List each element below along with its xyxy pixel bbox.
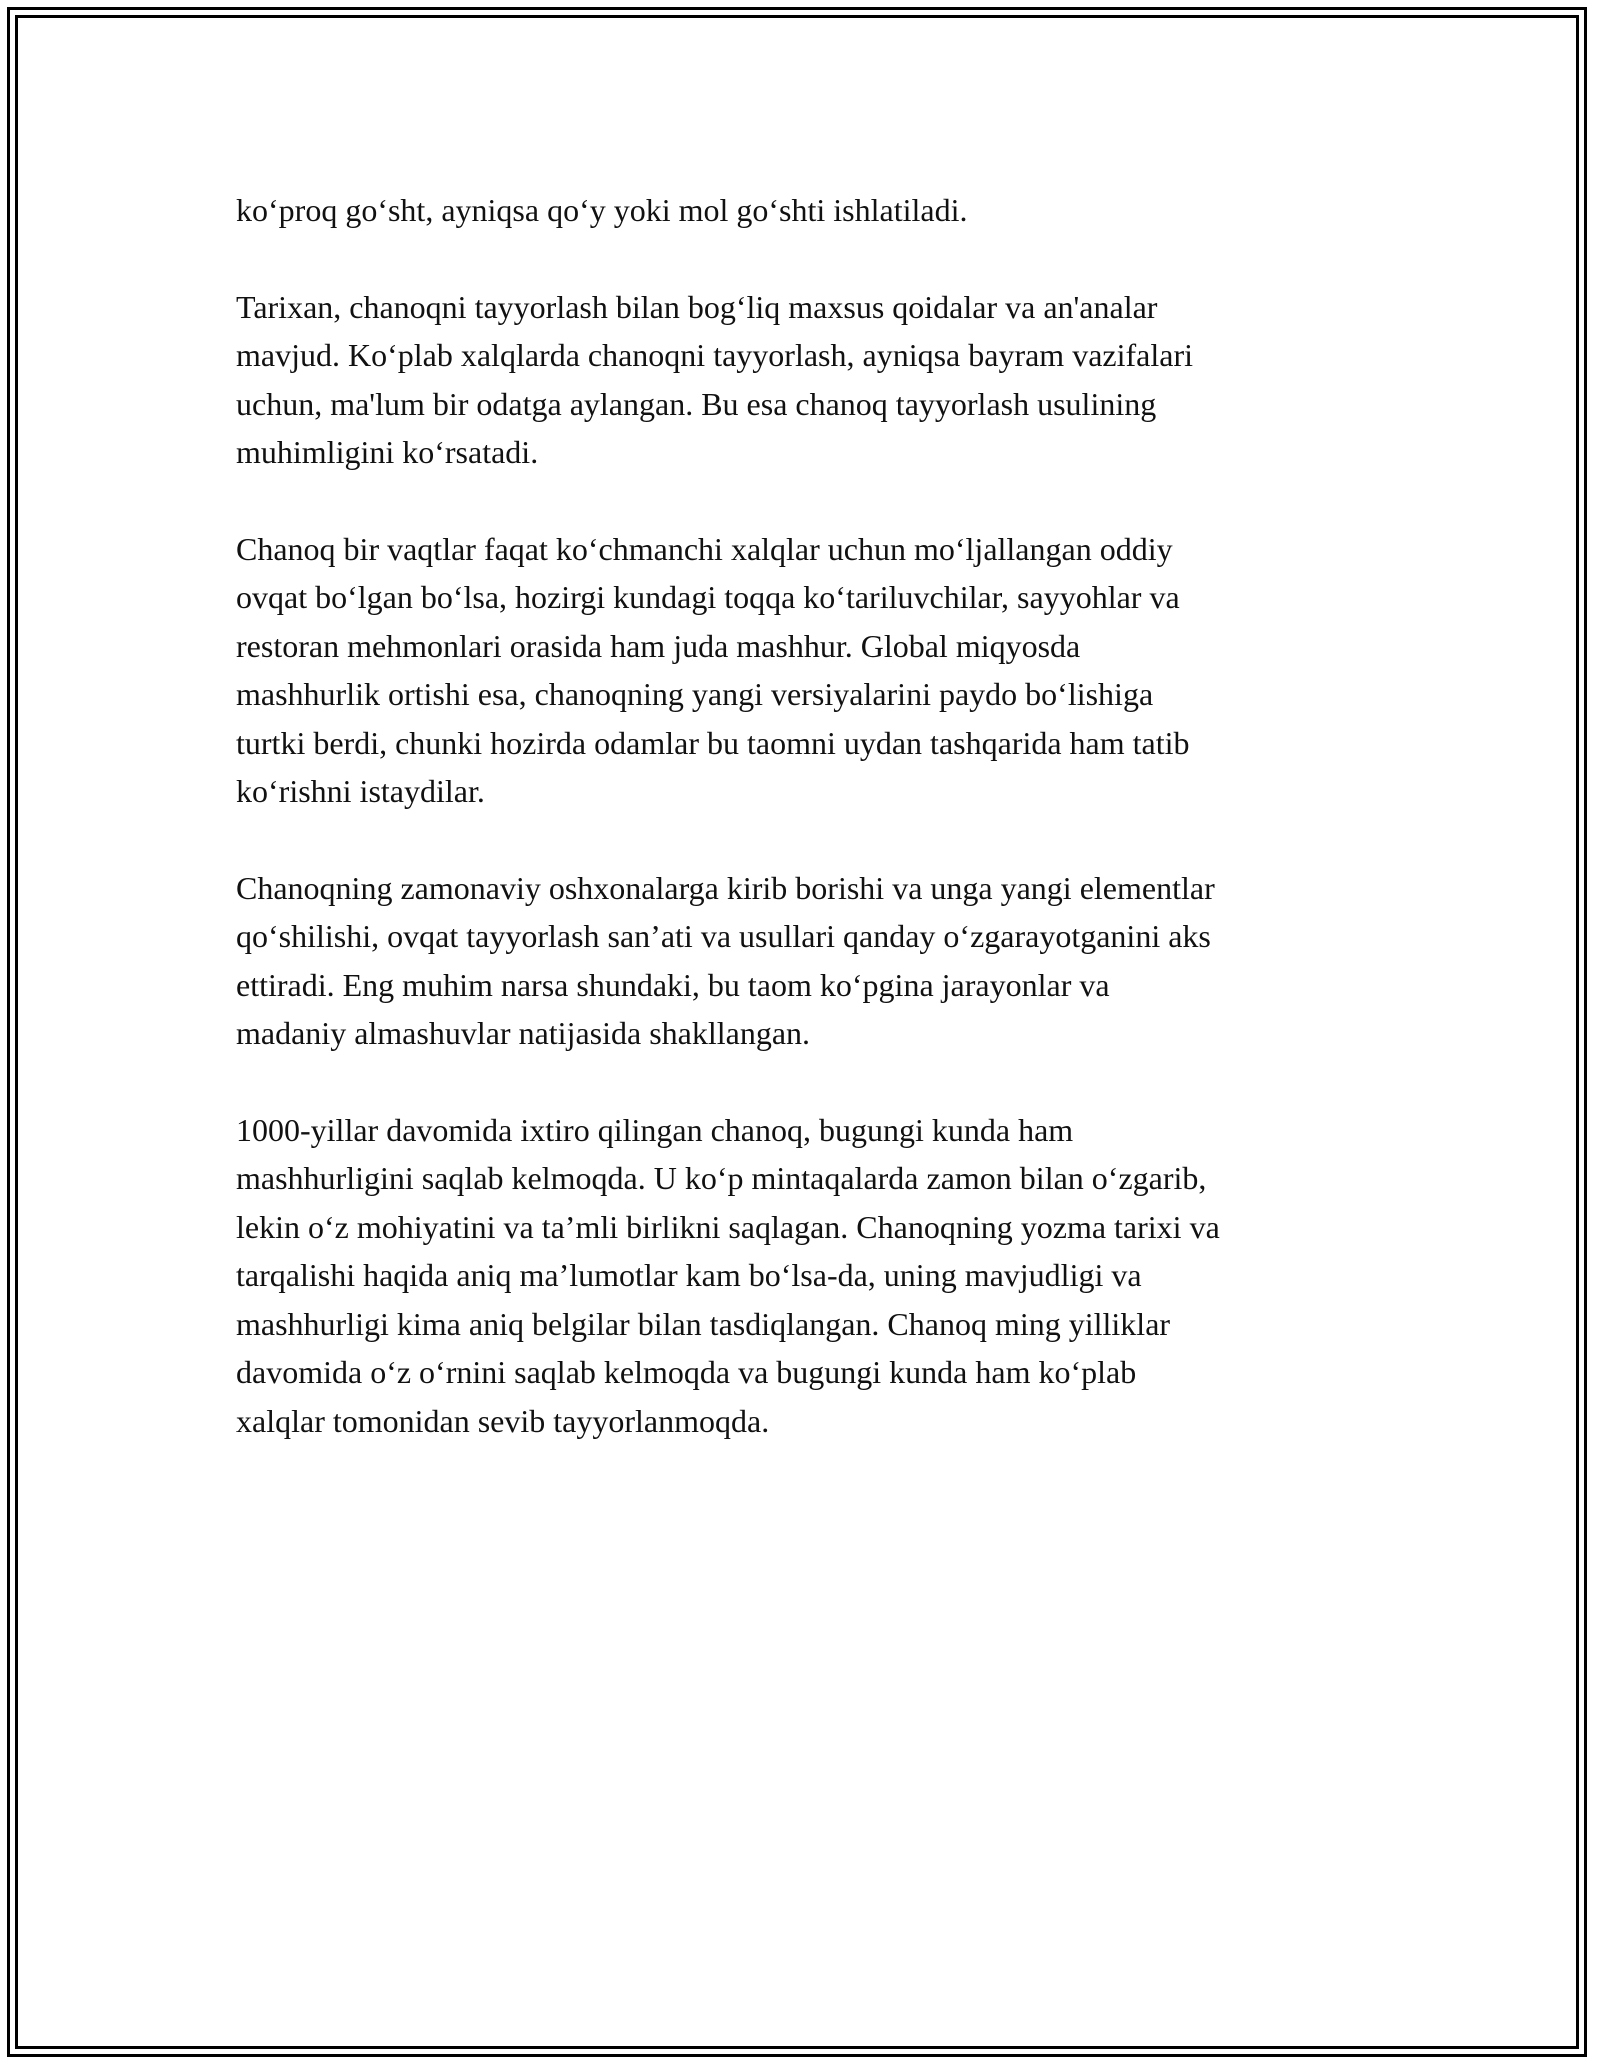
text-line: uchun, ma'lum bir odatga aylangan. Bu esa chanoq tayyorlash usulining bbox=[236, 385, 1157, 422]
paragraph-2 bbox=[236, 283, 1376, 477]
paragraph-4 bbox=[236, 864, 1376, 1058]
text-line: ettiradi. Eng muhim narsa shundaki, bu taom ko‘pgina jarayonlar va bbox=[236, 966, 1110, 1003]
text-line: xalqlar tomonidan sevib tayyorlanmoqda. bbox=[236, 1402, 770, 1439]
text-line: Chanoq bir vaqtlar faqat ko‘chmanchi xalqlar uchun mo‘ljallangan oddiy bbox=[236, 530, 1173, 567]
text-line: ko‘rishni istaydilar. bbox=[236, 773, 485, 809]
text-line: muhimligini ko‘rsatadi. bbox=[236, 434, 539, 470]
text-line: 1000-yillar davomida ixtiro qilingan chanoq, bugungi kunda ham bbox=[236, 1111, 1074, 1148]
text-line: mavjud. Ko‘plab xalqlarda chanoqni tayyorlash, ayniqsa bayram vazifalari bbox=[236, 337, 1193, 373]
text-line: davomida o‘z o‘rnini saqlab kelmoqda va bugungi kunda ham ko‘plab bbox=[236, 1354, 1137, 1390]
document-body bbox=[236, 186, 1376, 1493]
text-line: restoran mehmonlari orasida ham juda mashhur. Global miqyosda bbox=[236, 627, 1081, 664]
text-line: madaniy almashuvlar natijasida shakllangan. bbox=[236, 1015, 811, 1051]
text-line: turtki berdi, chunki hozirda odamlar bu taomni uydan tashqarida ham tatib bbox=[236, 724, 1190, 761]
text-line: Chanoqning zamonaviy oshxonalarga kirib borishi va unga yangi elementlar bbox=[236, 869, 1215, 906]
paragraph-1 bbox=[236, 186, 1376, 235]
text-line: ovqat bo‘lgan bo‘lsa, hozirgi kundagi toqqa ko‘tariluvchilar, sayyohlar va bbox=[236, 579, 1180, 615]
text-line: tarqalishi haqida aniq ma’lumotlar kam bo‘lsa-da, uning mavjudligi va bbox=[236, 1257, 1142, 1293]
text-line: qo‘shilishi, ovqat tayyorlash san’ati va usullari qanday o‘zgarayotganini aks bbox=[236, 918, 1211, 954]
text-line: lekin o‘z mohiyatini va ta’mli birlikni saqlagan. Chanoqning yozma tarixi va bbox=[236, 1208, 1220, 1245]
paragraph-5 bbox=[236, 1106, 1376, 1446]
text-line: mashhurligini saqlab kelmoqda. U ko‘p mintaqalarda zamon bilan o‘zgarib, bbox=[236, 1160, 1207, 1196]
text-line: ko‘proq go‘sht, ayniqsa qo‘y yoki mol go‘shti ishlatiladi. bbox=[236, 192, 968, 228]
text-line: Tarixan, chanoqni tayyorlash bilan bog‘liq maxsus qoidalar va an'analar bbox=[236, 288, 1158, 325]
text-line: mashhurlik ortishi esa, chanoqning yangi versiyalarini paydo bo‘lishiga bbox=[236, 676, 1154, 712]
paragraph-3 bbox=[236, 525, 1376, 816]
text-line: mashhurligi kima aniq belgilar bilan tasdiqlangan. Chanoq ming yilliklar bbox=[236, 1305, 1171, 1342]
